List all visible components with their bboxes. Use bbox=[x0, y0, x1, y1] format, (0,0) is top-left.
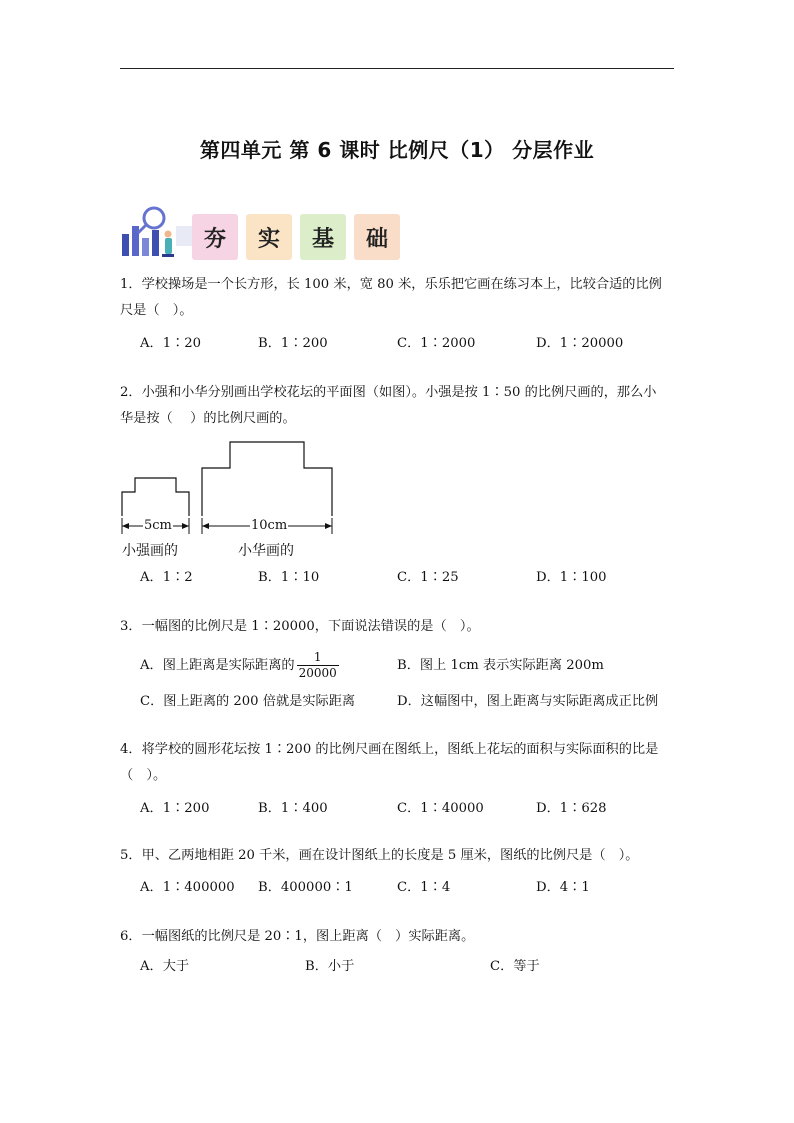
option-a[interactable]: A．1∶400000 bbox=[140, 880, 235, 895]
option-d[interactable]: D．1∶100 bbox=[536, 570, 607, 585]
question-6 bbox=[120, 924, 676, 950]
question-text: 6．一幅图纸的比例尺是 20∶1，图上距离（ ）实际距离。 bbox=[120, 929, 475, 944]
option-b[interactable]: B．图上 1cm 表示实际距离 200m bbox=[397, 658, 604, 673]
option-b[interactable]: B．1∶10 bbox=[258, 570, 320, 585]
option-d[interactable]: D．4∶1 bbox=[536, 880, 590, 895]
option-a[interactable] bbox=[140, 650, 339, 681]
left-caption: 小强画的 bbox=[122, 543, 178, 559]
option-b[interactable]: B．小于 bbox=[305, 959, 355, 974]
option-c[interactable]: C．1∶40000 bbox=[397, 801, 484, 816]
question-text: 3．一幅图的比例尺是 1∶20000，下面说法错误的是（ ）。 bbox=[120, 619, 480, 634]
question-5 bbox=[120, 843, 676, 869]
left-measure: 5cm bbox=[144, 518, 172, 533]
option-d[interactable]: D．1∶628 bbox=[536, 801, 607, 816]
option-c[interactable]: C．图上距离的 200 倍就是实际距离 bbox=[140, 694, 356, 709]
question-text: 尺是（ ）。 bbox=[120, 303, 193, 318]
question-2 bbox=[120, 380, 676, 432]
option-a[interactable]: A．1∶20 bbox=[140, 336, 202, 351]
option-d[interactable]: D．这幅图中，图上距离与实际距离成正比例 bbox=[397, 694, 659, 709]
option-c[interactable]: C．1∶2000 bbox=[397, 336, 476, 351]
option-d[interactable]: D．1∶20000 bbox=[536, 336, 624, 351]
xiaohua-plan bbox=[202, 442, 332, 516]
option-a[interactable]: A．1∶200 bbox=[140, 801, 210, 816]
fraction-numerator: 1 bbox=[313, 650, 322, 664]
chart-magnifier-icon bbox=[118, 204, 180, 264]
option-b[interactable]: B．1∶400 bbox=[258, 801, 328, 816]
banner-tile-4: 础 bbox=[354, 214, 400, 260]
question-text: 2．小强和小华分别画出学校花坛的平面图（如图）。小强是按 1∶50 的比例尺画的，那么小 bbox=[120, 385, 657, 400]
option-a[interactable]: A．1∶2 bbox=[140, 570, 193, 585]
option-c[interactable]: C．1∶4 bbox=[397, 880, 451, 895]
fraction bbox=[297, 650, 339, 681]
banner-tile-2: 实 bbox=[246, 214, 292, 260]
question-text: 1．学校操场是一个长方形，长 100 米，宽 80 米，乐乐把它画在练习本上，比较合适的比例 bbox=[120, 277, 662, 292]
right-measure: 10cm bbox=[251, 518, 288, 533]
option-c[interactable]: C．等于 bbox=[490, 959, 540, 974]
question-text: 5．甲、乙两地相距 20 千米，画在设计图纸上的长度是 5 厘米，图纸的比例尺是（ ）。 bbox=[120, 848, 639, 863]
page-title: 第四单元 第 6 课时 比例尺（1） 分层作业 bbox=[199, 138, 595, 162]
banner-decoration bbox=[176, 226, 192, 246]
right-caption: 小华画的 bbox=[238, 543, 294, 559]
question-1 bbox=[120, 272, 676, 324]
question-4 bbox=[120, 737, 676, 789]
banner-tile-3: 基 bbox=[300, 214, 346, 260]
question-text: 4．将学校的圆形花坛按 1∶200 的比例尺画在图纸上，图纸上花坛的面积与实际面积的比是 bbox=[120, 742, 659, 757]
option-a[interactable]: A．大于 bbox=[140, 959, 190, 974]
option-b[interactable]: B．400000∶1 bbox=[258, 880, 353, 895]
question-text: （ ）。 bbox=[120, 768, 167, 783]
header-rule bbox=[120, 68, 674, 69]
question-3 bbox=[120, 614, 676, 640]
section-banner bbox=[118, 204, 408, 264]
option-b[interactable]: B．1∶200 bbox=[258, 336, 328, 351]
xiaoqiang-plan bbox=[122, 478, 189, 516]
option-c[interactable]: C．1∶25 bbox=[397, 570, 459, 585]
question-text: 华是按（ ）的比例尺画的。 bbox=[120, 411, 296, 426]
banner-tile-1: 夯 bbox=[192, 214, 238, 260]
option-a-text: A．图上距离是实际距离的 bbox=[140, 658, 295, 673]
fraction-denominator: 20000 bbox=[298, 666, 337, 680]
